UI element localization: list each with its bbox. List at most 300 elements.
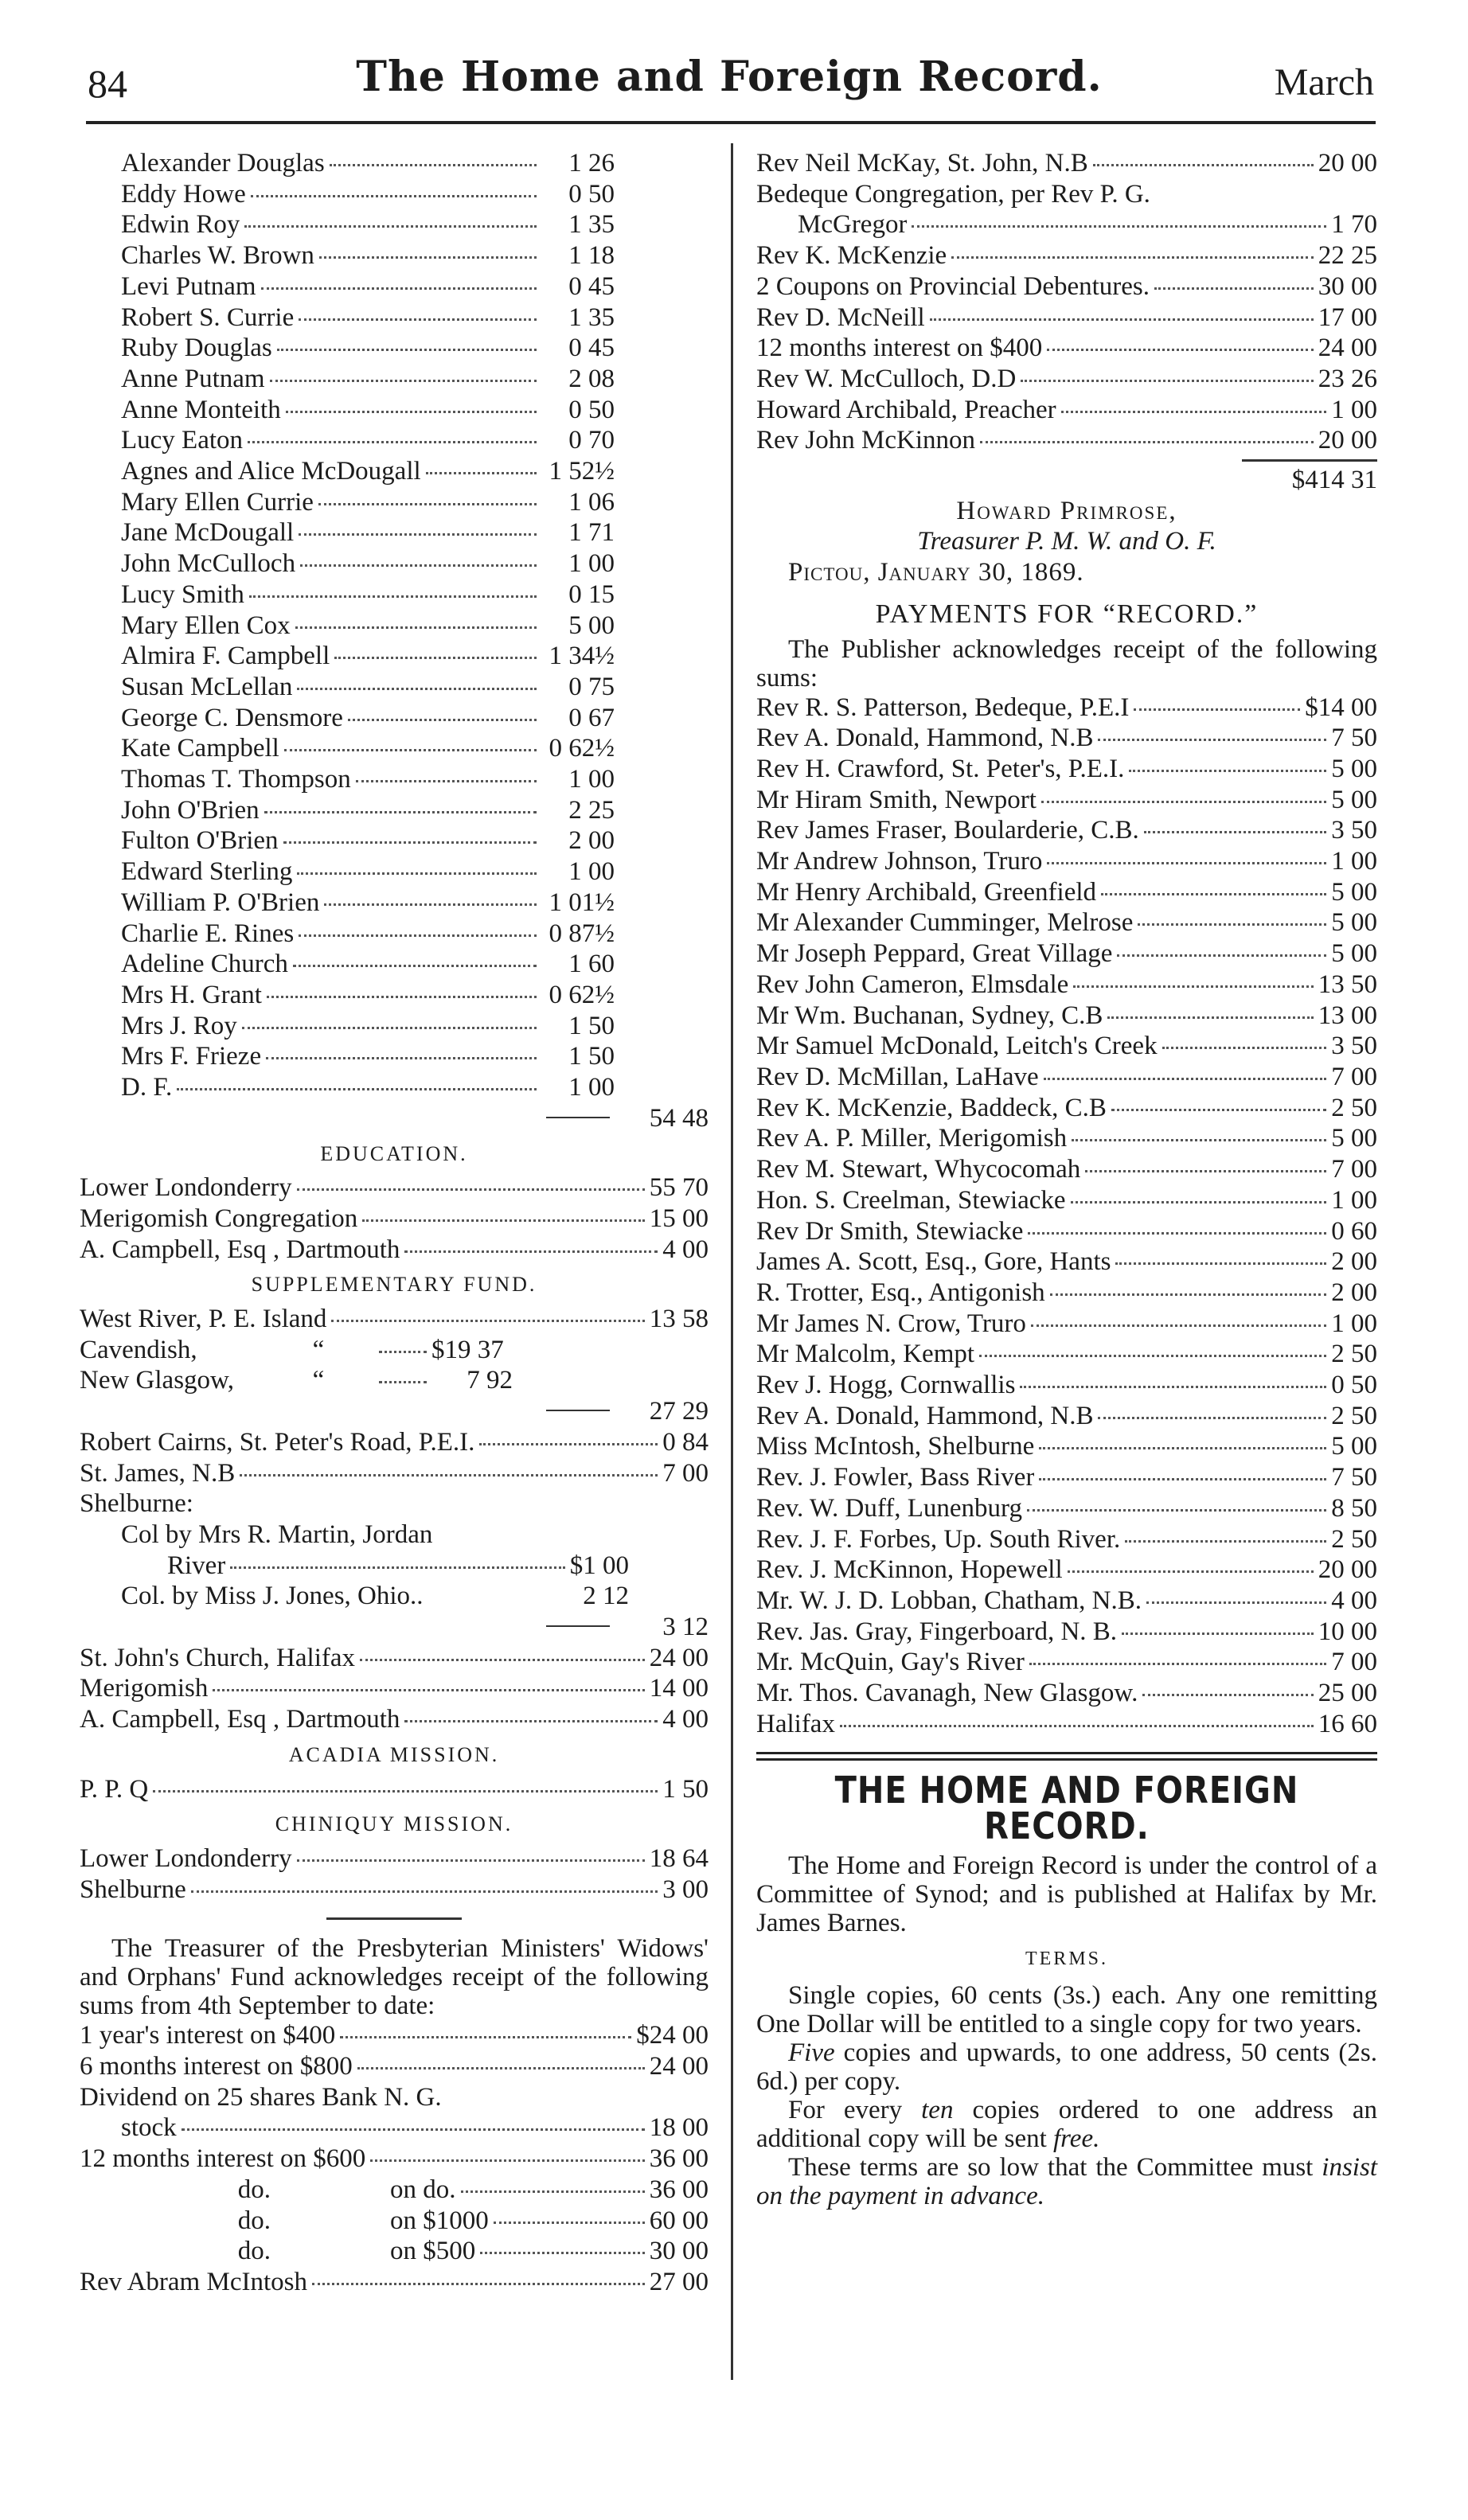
payment-row-amount: 2 50 <box>1331 1524 1377 1554</box>
payment-row-amount: 25 00 <box>1318 1679 1377 1708</box>
donation-name: Susan McLellan <box>121 672 293 701</box>
donation-row <box>80 548 615 579</box>
chiniquy-row-name: Lower Londonderry <box>80 1843 292 1873</box>
payment-row-name: Rev James Fraser, Boularderie, C.B. <box>756 816 1139 845</box>
receipt-row <box>756 395 1377 426</box>
donation-amount: 1 50 <box>568 1042 615 1071</box>
supplementary-row <box>80 1643 709 1674</box>
donation-name: Eddy Howe <box>121 179 246 209</box>
donation-amount: 1 18 <box>568 241 615 271</box>
receipt-row-amount: 30 00 <box>1318 271 1377 301</box>
ditto-mark: do. <box>237 2206 271 2235</box>
supplementary-list-a <box>80 1304 709 1335</box>
payment-row-name: Rev H. Crawford, St. Peter's, P.E.I. <box>756 754 1125 783</box>
donation-amount: 1 60 <box>568 950 615 979</box>
donation-row <box>80 1011 615 1042</box>
payment-row <box>756 1524 1377 1555</box>
payment-row <box>756 1216 1377 1247</box>
donation-amount: 1 00 <box>568 765 615 794</box>
payment-row-amount: 10 00 <box>1318 1617 1377 1646</box>
supplementary-list-b <box>80 1427 709 1488</box>
page-number: 84 <box>88 61 127 106</box>
donation-row <box>80 825 615 856</box>
donation-amount: 1 34½ <box>549 642 615 671</box>
donation-amount: 1 71 <box>568 518 615 548</box>
supplementary-row <box>80 1704 709 1735</box>
payment-row-name: Rev A. Donald, Hammond, N.B <box>756 1401 1094 1430</box>
receipts-total: $414 31 <box>1291 466 1377 495</box>
supplementary-row <box>80 1458 709 1489</box>
payment-row <box>756 1647 1377 1678</box>
payment-row-amount: 7 50 <box>1331 1463 1377 1492</box>
payment-row <box>756 907 1377 938</box>
donation-name: George C. Densmore <box>121 703 343 732</box>
receipt-row-amount: 24 00 <box>1318 334 1377 363</box>
acadia-row <box>80 1774 709 1805</box>
receipt-row <box>756 271 1377 302</box>
payment-row <box>756 1431 1377 1462</box>
payment-row-amount: 1 00 <box>1331 1309 1377 1338</box>
payment-row <box>756 815 1377 846</box>
donation-name: Alexander Douglas <box>121 149 325 177</box>
donation-amount: 5 00 <box>568 610 615 640</box>
payment-row <box>756 1309 1377 1340</box>
acadia-heading: ACADIA MISSION. <box>288 1742 500 1766</box>
education-heading: EDUCATION. <box>320 1141 468 1165</box>
payment-row-name: Rev D. McMillan, LaHave <box>756 1062 1039 1091</box>
payment-row <box>756 754 1377 785</box>
donation-name: Thomas T. Thompson <box>121 765 351 794</box>
receipt-row-name: Rev Neil McKay, St. John, N.B <box>756 149 1088 177</box>
donation-row <box>80 579 615 610</box>
donation-row <box>80 672 615 703</box>
donation-amount: 1 00 <box>568 857 615 887</box>
donation-amount: 0 70 <box>568 426 615 455</box>
donation-amount: 0 50 <box>568 395 615 424</box>
short-rule <box>326 1917 462 1920</box>
payment-row-name: Mr Andrew Johnson, Truro <box>756 847 1043 876</box>
donation-name: William P. O'Brien <box>121 887 320 917</box>
donation-name: Robert S. Currie <box>121 302 295 332</box>
donations-total: 54 48 <box>80 1103 709 1134</box>
supplementary-row-name: Robert Cairns, St. Peter's Road, P.E.I. <box>80 1427 475 1457</box>
donation-amount: 2 00 <box>568 826 615 856</box>
ditto-text: on do. <box>390 2175 456 2204</box>
column-divider <box>731 143 733 2380</box>
payment-row <box>756 1185 1377 1216</box>
donation-row <box>80 179 615 210</box>
supplementary-row <box>80 1427 709 1458</box>
donation-row <box>80 610 615 642</box>
donation-row <box>80 703 615 734</box>
payment-row <box>756 1062 1377 1093</box>
page-title: The Home and Foreign Record. <box>356 53 1103 101</box>
payment-row-name: Mr Henry Archibald, Greenfield <box>756 877 1097 907</box>
page-month: March <box>1274 61 1374 103</box>
chiniquy-row-amount: 3 00 <box>662 1874 709 1904</box>
donation-row <box>80 887 615 919</box>
receipt-row-amount: 20 00 <box>1318 426 1377 455</box>
payment-row-amount: 7 00 <box>1331 1155 1377 1184</box>
receipt-row <box>756 425 1377 456</box>
payment-row-name: James A. Scott, Esq., Gore, Hants <box>756 1247 1111 1277</box>
treasurer-row <box>80 2020 709 2051</box>
payment-row-name: Rev A. Donald, Hammond, N.B <box>756 724 1094 753</box>
payment-row-name: Mr Samuel McDonald, Leitch's Creek <box>756 1032 1158 1061</box>
education-row-name: Lower Londonderry <box>80 1173 292 1203</box>
payment-row-name: Rev A. P. Miller, Merigomish <box>756 1124 1068 1153</box>
receipt-row <box>756 364 1377 395</box>
acadia-row-name: P. P. Q <box>80 1774 149 1804</box>
payment-row-amount: 3 50 <box>1331 1032 1377 1061</box>
receipt-row-name: Rev W. McCulloch, D.D <box>756 364 1017 393</box>
chiniquy-row-name: Shelburne <box>80 1874 186 1904</box>
shelburne-line-1: Col by Mrs R. Martin, Jordan <box>121 1519 433 1549</box>
payment-row-name: Rev M. Stewart, Whycocomah <box>756 1155 1081 1184</box>
ditto-row <box>80 2236 709 2267</box>
payment-row-amount: 2 50 <box>1331 1340 1377 1369</box>
payment-row-amount: 7 50 <box>1331 724 1377 753</box>
terms-paragraph-4: These terms are so low that the Committee must insist on the payment in advance. <box>756 2152 1377 2210</box>
treasurer-last-row: Rev Abram McIntosh 27 00 <box>80 2268 709 2296</box>
payment-row <box>756 1278 1377 1309</box>
donation-row <box>80 856 615 887</box>
education-row-amount: 15 00 <box>649 1203 709 1233</box>
treasurer-row-amount: $24 00 <box>636 2021 709 2050</box>
payment-row <box>756 877 1377 908</box>
signature-name: Howard Primrose, <box>956 496 1177 525</box>
donation-amount: 1 26 <box>568 149 615 177</box>
terms-paragraph-1: Single copies, 60 cents (3s.) each. Any one remitting One Dollar will be entitled to a single copy for two years. <box>756 1980 1377 2038</box>
chiniquy-list <box>80 1843 709 1905</box>
payment-row-name: Mr Malcolm, Kempt <box>756 1340 975 1369</box>
payment-row <box>756 1401 1377 1432</box>
payment-row <box>756 938 1377 969</box>
newglasgow-row: New Glasgow, “ 7 92 <box>80 1366 513 1395</box>
ditto-amount: 30 00 <box>649 2237 709 2266</box>
supplementary-subtotal-2: 3 12 <box>80 1612 709 1643</box>
donation-amount: 1 01½ <box>549 887 615 917</box>
donations-list <box>80 148 709 1103</box>
treasurer-row-name: 12 months interest on $600 <box>80 2144 366 2174</box>
treasurer-row-amount: 36 00 <box>649 2144 709 2174</box>
payment-row-name: Mr. W. J. D. Lobban, Chatham, N.B. <box>756 1586 1142 1615</box>
supplementary-subtotal-1: 27 29 <box>80 1396 709 1427</box>
donation-row <box>80 1072 615 1103</box>
education-row-name: Merigomish Congregation <box>80 1203 358 1233</box>
payments-heading: PAYMENTS FOR “RECORD.” <box>875 599 1259 629</box>
payment-row <box>756 1154 1377 1185</box>
donation-amount: 1 35 <box>568 302 615 332</box>
acadia-row-amount: 1 50 <box>662 1774 709 1804</box>
treasurer-row-name: 6 months interest on $800 <box>80 2052 353 2081</box>
payment-row-name: Mr Joseph Peppard, Great Village <box>756 939 1113 969</box>
payment-row-amount: 1 00 <box>1331 1185 1377 1215</box>
bedeque-line-1: Bedeque Congregation, per Rev P. G. <box>756 179 1150 209</box>
payment-row <box>756 1678 1377 1709</box>
payment-row-name: Miss McIntosh, Shelburne <box>756 1432 1035 1461</box>
donation-row <box>80 733 615 764</box>
donation-row <box>80 980 615 1011</box>
payment-row-name: Mr. Thos. Cavanagh, New Glasgow. <box>756 1679 1138 1708</box>
record-paragraph: The Home and Foreign Record is under the control of a Committee of Synod; and is published at Halifax by Mr. James Barnes. <box>756 1851 1377 1937</box>
donation-row <box>80 240 615 271</box>
payment-row-name: Rev John Cameron, Elmsdale <box>756 969 1069 999</box>
payment-row-amount: 7 00 <box>1331 1062 1377 1091</box>
education-row-amount: 55 70 <box>649 1173 709 1203</box>
payment-row <box>756 723 1377 754</box>
education-row-name: A. Campbell, Esq , Dartmouth <box>80 1235 400 1264</box>
supplementary-row-name: St. James, N.B <box>80 1458 236 1488</box>
ditto-text: on $1000 <box>390 2206 489 2235</box>
donation-amount: 2 25 <box>568 795 615 825</box>
payment-row-name: Rev R. S. Patterson, Bedeque, P.E.I <box>756 692 1130 722</box>
donation-amount: 2 08 <box>568 364 615 393</box>
payment-row-amount: 5 00 <box>1331 1432 1377 1461</box>
record-title: THE HOME AND FOREIGN RECORD. <box>834 1770 1299 1848</box>
terms-paragraph-2: Five copies and upwards, to one address, 50 cents (2s. 6d.) per copy. <box>756 2038 1377 2096</box>
shelburne-line-2: River $1 00 <box>167 1551 629 1580</box>
education-row <box>80 1203 709 1235</box>
treasurer-row <box>80 2144 709 2175</box>
donation-row <box>80 1041 615 1072</box>
shelburne-line-3: Col. by Miss J. Jones, Ohio.. 2 12 <box>121 1582 629 1611</box>
payment-row-amount: 0 50 <box>1331 1371 1377 1400</box>
header-rule <box>86 121 1376 124</box>
supplementary-row-amount: 0 84 <box>662 1427 709 1457</box>
donation-row <box>80 795 615 826</box>
donation-name: Edward Sterling <box>121 857 293 887</box>
donation-name: Almira F. Campbell <box>121 642 330 671</box>
double-rule <box>756 1752 1377 1761</box>
right-column <box>756 148 1377 2210</box>
receipt-row-name: Rev John McKinnon <box>756 426 975 455</box>
payments-list <box>756 692 1377 1740</box>
chiniquy-row <box>80 1843 709 1874</box>
terms-heading: TERMS. <box>1025 1948 1108 1969</box>
receipt-row-amount: 1 00 <box>1331 395 1377 424</box>
supplementary-row-name: West River, P. E. Island <box>80 1305 327 1334</box>
chiniquy-row <box>80 1874 709 1906</box>
ditto-list <box>80 2175 709 2267</box>
payment-row-amount: 20 00 <box>1318 1555 1377 1585</box>
terms-paragraph-3: For every ten copies ordered to one address an additional copy will be sent free. <box>756 2095 1377 2153</box>
supplementary-row-name: St. John's Church, Halifax <box>80 1643 356 1672</box>
payment-row-name: Mr James N. Crow, Truro <box>756 1309 1026 1338</box>
donation-amount: 1 52½ <box>549 457 615 486</box>
payment-row-amount: 8 50 <box>1331 1493 1377 1523</box>
payment-row-amount: 7 00 <box>1331 1648 1377 1677</box>
payments-intro: The Publisher acknowledges receipt of the following sums: <box>756 634 1377 692</box>
receipt-row-amount: 22 25 <box>1318 241 1377 271</box>
donation-name: Edwin Roy <box>121 210 240 240</box>
supplementary-row-amount: 13 58 <box>649 1305 709 1334</box>
donation-amount: 0 50 <box>568 179 615 209</box>
receipt-row-amount: 20 00 <box>1318 149 1377 177</box>
bedeque-line-2: McGregor 1 70 <box>798 210 1377 240</box>
payment-row-name: Rev Dr Smith, Stewiacke <box>756 1216 1024 1246</box>
donation-name: Mrs F. Frieze <box>121 1042 262 1071</box>
payment-row-amount: 5 00 <box>1331 939 1377 969</box>
payment-row-amount: 2 00 <box>1331 1278 1377 1307</box>
supplementary-row <box>80 1304 709 1335</box>
payment-row <box>756 1586 1377 1617</box>
payment-row-amount: 3 50 <box>1331 816 1377 845</box>
receipt-row-name: Rev K. McKenzie <box>756 241 947 271</box>
donation-amount: 1 00 <box>568 549 615 579</box>
payment-row-name: Rev K. McKenzie, Baddeck, C.B <box>756 1093 1107 1122</box>
payment-row-name: R. Trotter, Esq., Antigonish <box>756 1278 1045 1307</box>
payment-row <box>756 969 1377 1001</box>
donation-row <box>80 919 615 950</box>
donation-name: Mary Ellen Currie <box>121 487 314 517</box>
payment-row-name: Rev. Jas. Gray, Fingerboard, N. B. <box>756 1617 1118 1646</box>
donation-name: Charlie E. Rines <box>121 919 295 948</box>
donation-amount: 1 35 <box>568 210 615 240</box>
payment-row <box>756 1246 1377 1278</box>
receipt-row-name: Howard Archibald, Preacher <box>756 395 1056 424</box>
payment-row <box>756 1001 1377 1032</box>
treasurer-row-amount: 24 00 <box>649 2052 709 2081</box>
education-row-amount: 4 00 <box>662 1235 709 1264</box>
payment-row-amount: 0 60 <box>1331 1216 1377 1246</box>
payment-row-name: Mr Hiram Smith, Newport <box>756 785 1037 814</box>
donation-name: John O'Brien <box>121 795 260 825</box>
supplementary-row-name: Merigomish <box>80 1674 209 1703</box>
receipts-list-a <box>756 148 1377 179</box>
receipt-row <box>756 302 1377 334</box>
ditto-mark: do. <box>237 2175 271 2204</box>
donation-name: Anne Monteith <box>121 395 281 424</box>
supplementary-row-amount: 7 00 <box>662 1458 709 1488</box>
education-row <box>80 1235 709 1266</box>
payment-row-amount: 1 00 <box>1331 847 1377 876</box>
signature-place-date: Pictou, January 30, 1869. <box>788 558 1084 587</box>
cavendish-row: Cavendish, “ $19 37 <box>80 1335 504 1364</box>
receipt-row-amount: 23 26 <box>1318 364 1377 393</box>
donation-amount: 0 15 <box>568 579 615 609</box>
payment-row <box>756 1555 1377 1586</box>
payment-row-amount: 5 00 <box>1331 908 1377 938</box>
payment-row-amount: $14 00 <box>1305 692 1377 722</box>
payment-row-amount: 5 00 <box>1331 785 1377 814</box>
supplementary-row-amount: 4 00 <box>662 1705 709 1734</box>
donation-name: Lucy Smith <box>121 579 244 609</box>
dividend-line-2: stock 18 00 <box>121 2113 709 2143</box>
education-row <box>80 1172 709 1203</box>
shelburne-label: Shelburne: <box>80 1489 193 1519</box>
payment-row-name: Mr. McQuin, Gay's River <box>756 1648 1025 1677</box>
payment-row <box>756 1493 1377 1524</box>
donation-name: Lucy Eaton <box>121 426 244 455</box>
donation-name: Agnes and Alice McDougall <box>121 457 421 486</box>
receipt-row <box>756 148 1377 179</box>
donation-row <box>80 425 615 456</box>
payment-row <box>756 1370 1377 1401</box>
treasurer-list-a <box>80 2020 709 2081</box>
payment-row-name: Rev. J. F. Forbes, Up. South River. <box>756 1524 1121 1554</box>
donation-amount: 0 62½ <box>549 980 615 1009</box>
payment-row <box>756 692 1377 724</box>
donation-row <box>80 764 615 795</box>
payment-row <box>756 1709 1377 1740</box>
donation-name: Levi Putnam <box>121 271 256 301</box>
payment-row-name: Rev. J. McKinnon, Hopewell <box>756 1555 1063 1585</box>
payment-row-amount: 5 00 <box>1331 877 1377 907</box>
donation-row <box>80 487 615 518</box>
treasurer-row-name: 1 year's interest on $400 <box>80 2021 336 2050</box>
payment-row <box>756 1093 1377 1124</box>
supplementary-row-name: A. Campbell, Esq , Dartmouth <box>80 1705 400 1734</box>
payment-row <box>756 846 1377 877</box>
treasurer-row <box>80 2051 709 2082</box>
donation-name: Kate Campbell <box>121 734 279 763</box>
donation-name: John McCulloch <box>121 549 296 579</box>
payment-row <box>756 1617 1377 1648</box>
donation-amount: 0 45 <box>568 334 615 363</box>
payment-row-name: Rev J. Hogg, Cornwallis <box>756 1371 1016 1400</box>
ditto-mark: do. <box>237 2237 271 2266</box>
supplementary-row <box>80 1673 709 1704</box>
receipts-list-b <box>756 240 1377 456</box>
supplementary-row-amount: 14 00 <box>649 1674 709 1703</box>
donation-amount: 0 62½ <box>549 734 615 763</box>
donation-amount: 1 06 <box>568 487 615 517</box>
donation-row <box>80 364 615 395</box>
donation-name: Mrs H. Grant <box>121 980 262 1009</box>
payment-row-amount: 13 50 <box>1318 969 1377 999</box>
chiniquy-row-amount: 18 64 <box>649 1843 709 1873</box>
payment-row-name: Hon. S. Creelman, Stewiacke <box>756 1185 1066 1215</box>
treasurer-list-b <box>80 2144 709 2175</box>
donation-amount: 0 75 <box>568 672 615 701</box>
receipt-row-name: 12 months interest on $400 <box>756 334 1043 363</box>
donation-name: D. F. <box>121 1073 173 1102</box>
supplementary-list-c <box>80 1643 709 1735</box>
ditto-amount: 36 00 <box>649 2175 709 2204</box>
receipt-row <box>756 240 1377 271</box>
payment-row <box>756 1123 1377 1154</box>
payment-row-amount: 13 00 <box>1318 1001 1377 1030</box>
donation-row <box>80 209 615 240</box>
payment-row-amount: 2 50 <box>1331 1093 1377 1122</box>
payment-row-amount: 16 60 <box>1318 1709 1377 1738</box>
treasurer-paragraph: The Treasurer of the Presbyterian Ministers' Widows' and Orphans' Fund acknowledges receipt of the following sums from 4th September to date: <box>80 1934 709 2021</box>
payment-row-name: Halifax <box>756 1709 835 1738</box>
payment-row-amount: 4 00 <box>1331 1586 1377 1615</box>
donation-name: Anne Putnam <box>121 364 265 393</box>
payment-row <box>756 1462 1377 1493</box>
left-column <box>80 148 709 2298</box>
donation-amount: 0 45 <box>568 271 615 301</box>
receipt-row-name: Rev D. McNeill <box>756 302 925 332</box>
supplementary-heading: SUPPLEMENTARY FUND. <box>251 1273 537 1297</box>
donation-row <box>80 517 615 548</box>
signature-title: Treasurer P. M. W. and O. F. <box>917 527 1216 556</box>
payment-row <box>756 785 1377 816</box>
payment-row <box>756 1031 1377 1062</box>
education-list <box>80 1172 709 1265</box>
donation-row <box>80 333 615 364</box>
donation-amount: 0 87½ <box>549 919 615 948</box>
donation-row <box>80 148 615 179</box>
donation-row <box>80 641 615 672</box>
donation-name: Adeline Church <box>121 950 288 979</box>
ditto-row <box>80 2175 709 2206</box>
donation-name: Mary Ellen Cox <box>121 610 291 640</box>
donation-name: Jane McDougall <box>121 518 295 548</box>
receipts-total-rule <box>1242 459 1377 462</box>
